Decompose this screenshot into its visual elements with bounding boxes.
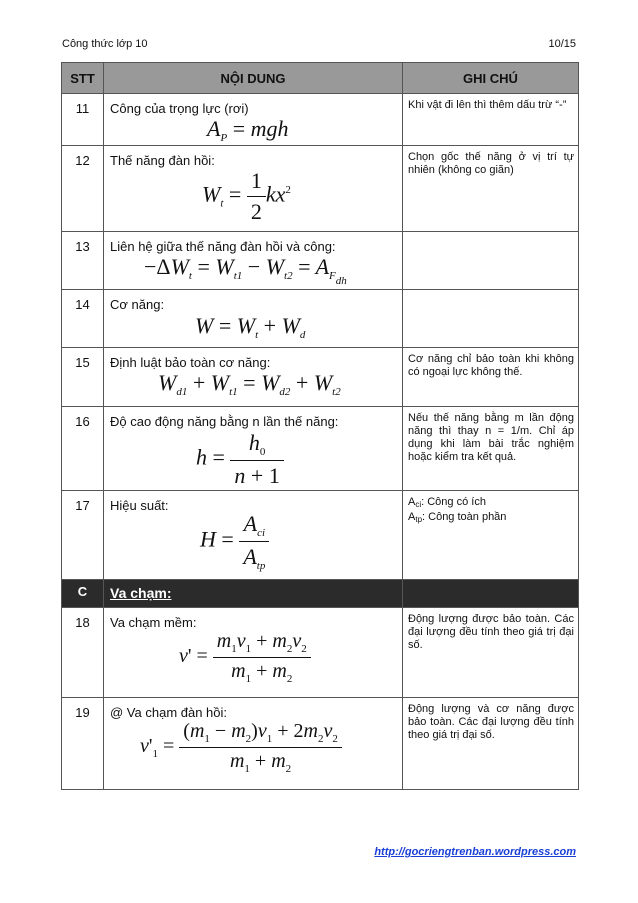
row-content [104,608,403,698]
row-content [104,698,403,790]
row-label: Độ cao động năng bằng n lần thế năng: [110,414,339,429]
formula: h = $\frac{h_0}{n + 1}$ [196,430,284,489]
formula: $W_{d1} + W_{t1} = W_{d2} + W_{t2}$ [158,370,341,398]
row-note: Động lượng và cơ năng được bảo toàn. Các đại lượng đều tính theo giá trị đại số. [403,698,579,790]
row-note: Khi vật đi lên thì thêm dấu trừ “-” [403,94,579,146]
row-number: 14 [62,290,104,348]
row-number: 16 [62,407,104,491]
section-note [403,580,579,608]
section-label: C [62,580,104,608]
row-content [104,491,403,580]
section-row [62,580,579,608]
row-label: Công của trọng lực (rơi) [110,101,249,116]
formula: H = $\frac{A_{ci}}{A_{tp}}$ [200,511,269,572]
table-row [62,608,579,698]
formula: $A_P$ = mgh [207,116,289,144]
row-label: @ Va chạm đàn hồi: [110,705,228,720]
row-label: Thế năng đàn hồi: [110,153,215,168]
row-content [104,232,403,290]
row-number: 19 [62,698,104,790]
page-number: 10/15 [548,38,576,50]
note-line: $A_{ci}$: Công có ích [408,496,486,509]
row-note: Nếu thế năng bằng m lần động năng thì thay n = 1/m. Chỉ áp dụng khi làm bài trắc nghiệm hoặc kiểm tra kết quả. [403,407,579,491]
row-number: 13 [62,232,104,290]
table-row [62,232,579,290]
row-content [104,407,403,491]
row-number: 11 [62,94,104,146]
row-content [104,348,403,407]
row-label: Liên hệ giữa thế năng đàn hồi và công: [110,239,336,254]
formula: v' = $\frac{m_1v_1 + m_2v_2}{m_1 + m_2}$ [179,630,311,685]
section-title: Va chạm: [104,580,403,608]
header-content: NỘI DUNG [104,63,403,94]
table-row [62,348,579,407]
row-label: Cơ năng: [110,297,165,312]
row-number: 17 [62,491,104,580]
row-note [403,290,579,348]
table-row [62,407,579,491]
header-stt: STT [62,63,104,94]
row-note: Chọn gốc thế năng ở vị trí tự nhiên (không co giãn) [403,146,579,232]
table-header-row [62,63,579,94]
formula: $v'_1$ = $\frac{(m_1 - m_2)v_1 + 2m_2v_2}{m_1 + m_2}$ [140,720,342,775]
table-row [62,290,579,348]
header-note: GHI CHÚ [403,63,579,94]
footer-link[interactable]: http://gocriengtrenban.wordpress.com [374,846,576,858]
row-note: Động lượng được bảo toàn. Các đại lượng đều tính theo giá trị đại số. [403,608,579,698]
table-row [62,491,579,580]
row-label: Va chạm mềm: [110,615,197,630]
table-row [62,698,579,790]
formula: $-\Delta W_t = W_{t1} - W_{t2} = A_{F_{dh}}$ [144,254,347,287]
formula-table [61,62,579,790]
row-content [104,146,403,232]
row-content [104,94,403,146]
formula: $W_t$ = $\frac{1}{2}$ $kx^2$ [202,168,291,224]
row-label: Định luật bảo toàn cơ năng: [110,355,271,370]
formula: $W = W_t + W_d$ [195,313,306,341]
document-title: Công thức lớp 10 [62,38,148,50]
note-line: $A_{tp}$: Công toàn phần [408,511,507,524]
row-label: Hiệu suất: [110,498,169,513]
table-row [62,146,579,232]
row-note [403,232,579,290]
row-note: Cơ năng chỉ bảo toàn khi không có ngoại lực không thế. [403,348,579,407]
table-row [62,94,579,146]
row-number: 12 [62,146,104,232]
row-note [403,491,579,580]
row-number: 18 [62,608,104,698]
row-number: 15 [62,348,104,407]
row-content [104,290,403,348]
